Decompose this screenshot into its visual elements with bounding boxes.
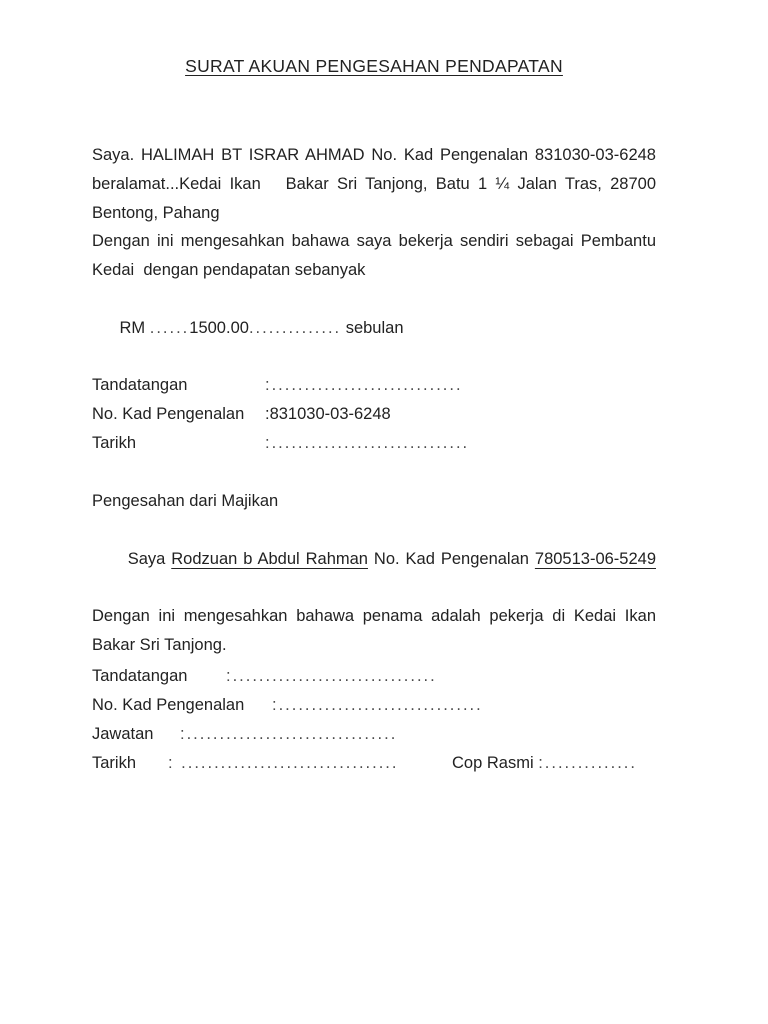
- income-dots-before: ......: [149, 318, 190, 337]
- employer-signature-block: [92, 662, 656, 778]
- declarant-ic-row: [92, 400, 656, 429]
- income-dots-after: ..............: [248, 318, 342, 337]
- letter-title: [92, 56, 656, 77]
- income-amount: 1500.00: [189, 318, 249, 337]
- employer-statement-middle: No. Kad Pengenalan: [367, 549, 535, 568]
- employer-heading: Pengesahan dari Majikan: [92, 492, 279, 510]
- employer-ic-row: [92, 691, 656, 720]
- ic-label: No. Kad Pengenalan: [92, 405, 245, 423]
- employer-name: Rodzuan b Abdul Rahman: [171, 549, 368, 568]
- date-line: :..............................: [265, 434, 470, 452]
- employer-date-row: [92, 749, 656, 778]
- date-label: Tarikh: [92, 754, 137, 772]
- official-stamp-field: [452, 749, 637, 778]
- employer-line-2: Dengan ini mengesahkan bahawa penama adalah pekerja di Kedai Ikan: [92, 607, 656, 626]
- signature-line: :.............................: [265, 376, 463, 394]
- income-currency: RM: [119, 318, 150, 337]
- employer-statement-prefix: Saya: [127, 549, 172, 568]
- income-line: [92, 285, 656, 371]
- employer-ic: 780513-06-5249: [534, 549, 656, 568]
- signature-line: :...............................: [226, 667, 437, 685]
- declaration-line-1: Saya. HALIMAH BT ISRAR AHMAD No. Kad Pengenalan 831030-03-6248: [92, 146, 656, 164]
- declaration-paragraph: [92, 141, 656, 371]
- position-line: :................................: [180, 725, 398, 743]
- date-line: : .................................: [168, 754, 399, 772]
- employer-signature-row: [92, 662, 656, 691]
- ic-line: :...............................: [272, 696, 483, 714]
- declarant-signature-block: [92, 371, 656, 458]
- declaration-line-4: Dengan ini mengesahkan bahawa saya bekerja sendiri sebagai Pembantu: [92, 232, 656, 251]
- declaration-line-5: Kedai dengan pendapatan sebanyak: [92, 261, 366, 280]
- stamp-line: :..............: [538, 754, 637, 772]
- ic-value: :831030-03-6248: [265, 405, 391, 423]
- employer-position-row: [92, 720, 656, 749]
- stamp-label: Cop Rasmi: [452, 754, 539, 772]
- declaration-line-2: beralamat...Kedai Ikan Bakar Sri Tanjong, Batu 1 ¼ Jalan Tras, 28700: [92, 174, 656, 193]
- ic-label: No. Kad Pengenalan: [92, 696, 245, 714]
- signature-label: Tandatangan: [92, 667, 188, 685]
- income-period: sebulan: [341, 318, 404, 337]
- employer-line-3: Bakar Sri Tanjong.: [92, 635, 227, 654]
- employer-statement-line: [92, 516, 656, 602]
- position-label: Jawatan: [92, 725, 154, 743]
- declaration-line-3: Bentong, Pahang: [92, 203, 220, 222]
- date-label: Tarikh: [92, 434, 137, 452]
- employer-section: [92, 487, 656, 660]
- letter-title-text: SURAT AKUAN PENGESAHAN PENDAPATAN: [185, 56, 563, 76]
- declarant-date-row: [92, 429, 656, 458]
- signature-label: Tandatangan: [92, 376, 188, 394]
- declarant-signature-row: [92, 371, 656, 400]
